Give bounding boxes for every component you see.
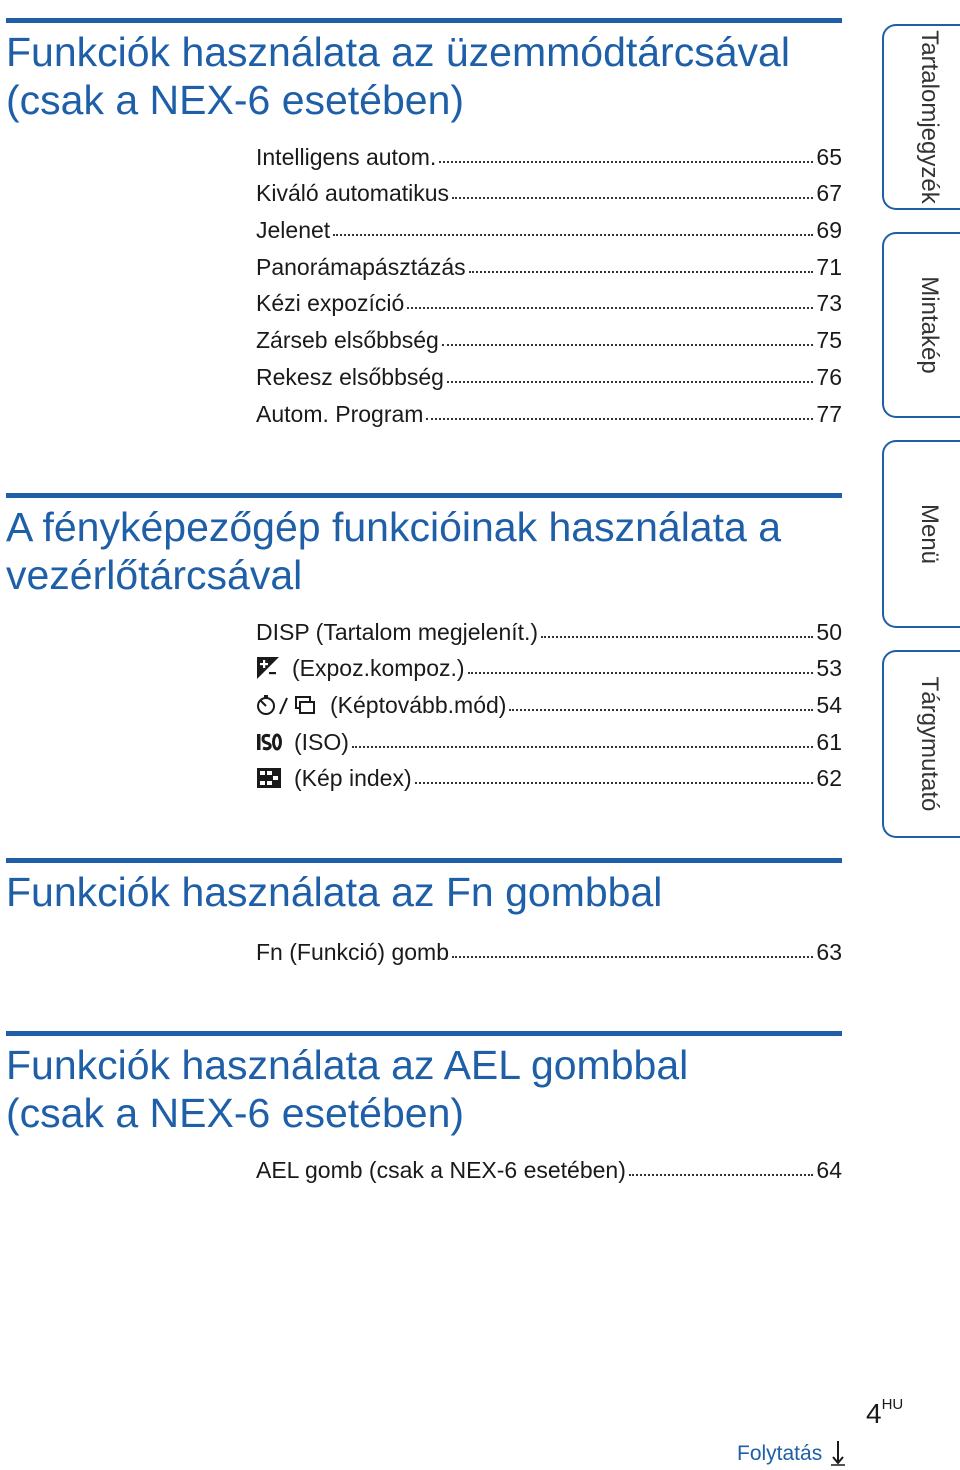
- toc-entry-label: (ISO): [294, 728, 349, 755]
- leader-dots: [352, 746, 813, 748]
- page-number: 62: [816, 765, 842, 792]
- section-title: [6, 28, 790, 124]
- tab-contents[interactable]: [882, 24, 960, 210]
- tab-label: Menü: [916, 503, 943, 565]
- toc-entry-label-group: [256, 692, 506, 718]
- toc-list: [256, 133, 842, 427]
- tab-index[interactable]: [882, 650, 960, 838]
- section-title-line: vezérlőtárcsával: [6, 552, 303, 598]
- page-number: 65: [816, 143, 842, 170]
- toc-entry-label: Zárseb elsőbbség: [256, 327, 439, 354]
- section-title: [6, 1041, 688, 1137]
- toc-entry[interactable]: [256, 928, 842, 965]
- leader-dots: [426, 418, 813, 420]
- toc-entry-label: Autom. Program: [256, 400, 424, 427]
- image-index-icon: [256, 767, 282, 789]
- tab-label: Tárgymutató: [916, 676, 943, 812]
- page-number: 63: [816, 938, 842, 965]
- page-number: 53: [816, 655, 842, 682]
- page-number: 71: [816, 253, 842, 280]
- toc-entry[interactable]: [256, 390, 842, 427]
- section-title-line: (csak a NEX-6 esetében): [6, 1090, 465, 1136]
- toc-entry[interactable]: [256, 243, 842, 280]
- toc-entry-label: AEL gomb (csak a NEX-6 esetében): [256, 1156, 626, 1183]
- leader-dots: [629, 1174, 814, 1176]
- toc-entry-label: Panorámapásztázás: [256, 253, 466, 280]
- section-rule: [6, 18, 842, 23]
- section-rule: [6, 1031, 842, 1036]
- leader-dots: [333, 234, 813, 236]
- leader-dots: [439, 161, 813, 163]
- toc-entry-label: Jelenet: [256, 217, 331, 244]
- tab-menu[interactable]: [882, 440, 960, 628]
- leader-dots: [407, 307, 813, 309]
- page-number: 69: [816, 217, 842, 244]
- iso-icon: [256, 732, 282, 752]
- toc-entry[interactable]: [256, 1146, 842, 1183]
- toc-entry[interactable]: [256, 133, 842, 170]
- toc-entry-label: Kézi expozíció: [256, 290, 405, 317]
- section-rule: [6, 858, 842, 863]
- toc-list: [256, 608, 842, 791]
- section-title-line: Funkciók használata az üzemmódtárcsával: [6, 29, 790, 75]
- toc-entry-label: DISP (Tartalom megjelenít.): [256, 618, 539, 645]
- page-number: 61: [816, 728, 842, 755]
- leader-dots: [509, 709, 813, 711]
- self-timer-drive-mode-icon: [256, 693, 318, 717]
- page-number: 75: [816, 327, 842, 354]
- toc-entry[interactable]: [256, 608, 842, 645]
- toc-list: [256, 928, 842, 965]
- toc-entry[interactable]: [256, 353, 842, 390]
- exposure-compensation-icon: [256, 656, 280, 680]
- page-number: 54: [816, 692, 842, 719]
- tab-label: Tartalomjegyzék: [916, 30, 943, 204]
- leader-dots: [442, 344, 814, 346]
- toc-entry-label: (Képtovább.mód): [330, 692, 507, 719]
- page-number: 50: [816, 618, 842, 645]
- toc-entry[interactable]: [256, 316, 842, 353]
- tab-label: Mintakép: [916, 276, 943, 374]
- page-number: 73: [816, 290, 842, 317]
- toc-entry[interactable]: [256, 206, 842, 243]
- leader-dots: [469, 271, 814, 273]
- toc-entry[interactable]: [256, 718, 842, 755]
- continue-link[interactable]: [737, 1440, 846, 1466]
- toc-entry-label-group: [256, 765, 412, 791]
- page-number-footer: [866, 1398, 903, 1430]
- toc-entry-label: Intelligens autom.: [256, 143, 437, 170]
- page-number: 77: [816, 400, 842, 427]
- toc-list: [256, 1146, 842, 1183]
- section-title-line: (csak a NEX-6 esetében): [6, 77, 465, 123]
- toc-entry[interactable]: [256, 755, 842, 792]
- leader-dots: [452, 197, 813, 199]
- toc-entry-label: Fn (Funkció) gomb: [256, 938, 450, 965]
- section-title: [6, 503, 781, 599]
- toc-entry[interactable]: [256, 681, 842, 718]
- toc-entry-label-group: [256, 729, 349, 755]
- page-number: 76: [816, 363, 842, 390]
- page-language-suffix: HU: [881, 1396, 904, 1413]
- tab-sample-photo[interactable]: [882, 232, 960, 418]
- page-number: 67: [816, 180, 842, 207]
- leader-dots: [447, 381, 813, 383]
- section-title-line: Funkciók használata az AEL gombbal: [6, 1042, 689, 1088]
- toc-entry-label: (Kép index): [294, 765, 412, 792]
- toc-entry[interactable]: [256, 645, 842, 682]
- leader-dots: [415, 782, 814, 784]
- toc-entry-label: Rekesz elsőbbség: [256, 363, 444, 390]
- toc-entry[interactable]: [256, 170, 842, 207]
- leader-dots: [541, 636, 813, 638]
- leader-dots: [468, 672, 814, 674]
- toc-entry-label: (Expoz.kompoz.): [292, 655, 465, 682]
- toc-entry-label: Kiváló automatikus: [256, 180, 450, 207]
- section-rule: [6, 493, 842, 498]
- section-title: [6, 868, 662, 916]
- page-number-value: 4: [866, 1398, 882, 1429]
- leader-dots: [452, 956, 813, 958]
- continue-label: Folytatás: [737, 1442, 823, 1465]
- section-title-line: Funkciók használata az Fn gombbal: [6, 869, 663, 915]
- page-number: 64: [816, 1156, 842, 1183]
- toc-entry[interactable]: [256, 280, 842, 317]
- arrow-down-icon: [830, 1440, 846, 1466]
- section-title-line: A fényképezőgép funkcióinak használata a: [6, 504, 781, 550]
- toc-entry-label-group: [256, 655, 465, 681]
